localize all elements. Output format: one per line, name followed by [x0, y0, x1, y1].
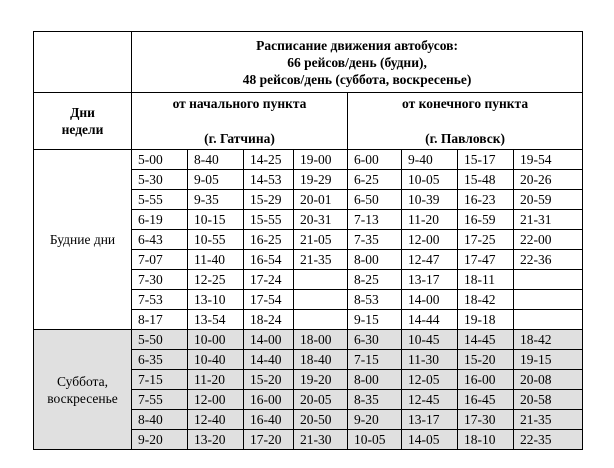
departure-time-cell: 16-45	[458, 390, 514, 410]
departure-time-cell: 18-24	[244, 310, 294, 330]
departure-time-cell: 11-20	[402, 210, 458, 230]
departure-time-cell: 8-00	[348, 370, 402, 390]
departure-time-cell: 17-47	[458, 250, 514, 270]
departure-time-cell: 19-20	[294, 370, 348, 390]
departure-time-cell: 6-35	[132, 350, 188, 370]
departure-time-cell: 12-00	[188, 390, 244, 410]
departure-time-cell: 18-42	[458, 290, 514, 310]
departure-time-cell: 10-05	[348, 430, 402, 450]
departure-time-cell: 6-00	[348, 150, 402, 170]
departure-time-cell: 15-48	[458, 170, 514, 190]
departure-time-cell: 11-20	[188, 370, 244, 390]
departure-time-cell	[294, 270, 348, 290]
departure-time-cell: 5-00	[132, 150, 188, 170]
departure-time-cell: 14-44	[402, 310, 458, 330]
departure-time-cell: 14-05	[402, 430, 458, 450]
departure-time-cell: 18-00	[294, 330, 348, 350]
departure-time-cell: 10-05	[402, 170, 458, 190]
departure-time-cell: 13-20	[188, 430, 244, 450]
departure-time-cell: 8-35	[348, 390, 402, 410]
departure-time-cell: 12-47	[402, 250, 458, 270]
departure-time-cell: 6-30	[348, 330, 402, 350]
departure-time-cell: 19-15	[514, 350, 583, 370]
schedule-title	[132, 32, 583, 93]
days-header-line-2: недели	[61, 122, 104, 137]
departure-time-cell: 6-43	[132, 230, 188, 250]
departure-time-cell	[514, 270, 583, 290]
departure-time-cell: 18-11	[458, 270, 514, 290]
departure-time-cell: 7-07	[132, 250, 188, 270]
departure-time-cell: 20-50	[294, 410, 348, 430]
departure-time-cell: 16-59	[458, 210, 514, 230]
departure-time-cell: 20-58	[514, 390, 583, 410]
departure-time-cell: 14-53	[244, 170, 294, 190]
departure-time-cell: 7-55	[132, 390, 188, 410]
departure-time-cell: 10-39	[402, 190, 458, 210]
title-line-1: Расписание движения автобусов:	[256, 37, 458, 53]
departure-time-cell: 20-08	[514, 370, 583, 390]
departure-time-cell: 22-00	[514, 230, 583, 250]
departure-time-cell: 7-13	[348, 210, 402, 230]
departure-time-cell: 19-29	[294, 170, 348, 190]
departure-time-cell: 8-25	[348, 270, 402, 290]
departure-time-cell: 5-30	[132, 170, 188, 190]
departure-time-cell: 16-00	[458, 370, 514, 390]
weekday-day-label: Будние дни	[34, 150, 132, 330]
departure-time-cell: 6-19	[132, 210, 188, 230]
departure-time-cell: 10-00	[188, 330, 244, 350]
departure-time-cell: 22-36	[514, 250, 583, 270]
departure-time-cell	[294, 310, 348, 330]
departure-time-cell: 9-35	[188, 190, 244, 210]
departure-time-cell: 20-26	[514, 170, 583, 190]
departure-time-cell: 5-50	[132, 330, 188, 350]
departure-time-cell: 11-40	[188, 250, 244, 270]
bus-schedule-table	[33, 31, 583, 450]
departure-time-cell: 9-20	[132, 430, 188, 450]
from-start-place: (г. Гатчина)	[204, 131, 275, 146]
schedule-row	[34, 150, 583, 170]
departure-time-cell: 9-15	[348, 310, 402, 330]
departure-time-cell: 20-31	[294, 210, 348, 230]
departure-time-cell: 16-40	[244, 410, 294, 430]
departure-time-cell: 18-40	[294, 350, 348, 370]
departure-time-cell: 17-24	[244, 270, 294, 290]
departure-time-cell: 7-35	[348, 230, 402, 250]
departure-time-cell: 19-18	[458, 310, 514, 330]
schedule-row	[34, 330, 583, 350]
empty-corner-cell	[34, 32, 132, 93]
departure-time-cell: 8-17	[132, 310, 188, 330]
from-end-header	[348, 93, 583, 150]
from-end-place: (г. Павловск)	[425, 131, 506, 146]
departure-time-cell: 12-25	[188, 270, 244, 290]
departure-time-cell: 16-00	[244, 390, 294, 410]
departure-time-cell: 17-20	[244, 430, 294, 450]
departure-time-cell: 20-59	[514, 190, 583, 210]
departure-time-cell: 8-53	[348, 290, 402, 310]
departure-time-cell: 13-17	[402, 410, 458, 430]
departure-time-cell: 10-55	[188, 230, 244, 250]
title-line-2: 66 рейсов/день (будни),	[287, 54, 427, 70]
departure-time-cell: 8-00	[348, 250, 402, 270]
departure-time-cell: 8-40	[188, 150, 244, 170]
direction-header-row	[34, 93, 583, 150]
departure-time-cell	[294, 290, 348, 310]
departure-time-cell: 15-55	[244, 210, 294, 230]
departure-time-cell: 13-10	[188, 290, 244, 310]
departure-time-cell: 10-40	[188, 350, 244, 370]
departure-time-cell: 15-20	[244, 370, 294, 390]
from-start-header	[132, 93, 348, 150]
departure-time-cell: 9-40	[402, 150, 458, 170]
from-start-label: от начального пункта	[172, 96, 307, 111]
title-row	[34, 32, 583, 93]
departure-time-cell: 6-50	[348, 190, 402, 210]
departure-time-cell: 18-10	[458, 430, 514, 450]
departure-time-cell: 20-01	[294, 190, 348, 210]
departure-time-cell: 11-30	[402, 350, 458, 370]
days-of-week-header	[34, 93, 132, 150]
departure-time-cell: 5-55	[132, 190, 188, 210]
weekend-label-line-2: воскресенье	[47, 390, 118, 406]
departure-time-cell	[514, 290, 583, 310]
departure-time-cell	[514, 310, 583, 330]
departure-time-cell: 21-31	[514, 210, 583, 230]
departure-time-cell: 7-30	[132, 270, 188, 290]
departure-time-cell: 9-05	[188, 170, 244, 190]
departure-time-cell: 17-25	[458, 230, 514, 250]
departure-time-cell: 16-54	[244, 250, 294, 270]
title-line-3: 48 рейсов/день (суббота, воскресенье)	[242, 71, 472, 87]
weekend-label-line-1: Суббота,	[57, 373, 108, 389]
departure-time-cell: 15-29	[244, 190, 294, 210]
departure-time-cell: 12-45	[402, 390, 458, 410]
departure-time-cell: 7-15	[348, 350, 402, 370]
departure-time-cell: 16-23	[458, 190, 514, 210]
departure-time-cell: 6-25	[348, 170, 402, 190]
from-end-label: от конечного пункта	[402, 96, 529, 111]
departure-time-cell: 17-54	[244, 290, 294, 310]
departure-time-cell: 14-00	[244, 330, 294, 350]
departure-time-cell: 7-15	[132, 370, 188, 390]
days-header-line-1: Дни	[70, 105, 95, 120]
departure-time-cell: 13-17	[402, 270, 458, 290]
departure-time-cell: 21-30	[294, 430, 348, 450]
departure-time-cell: 9-20	[348, 410, 402, 430]
departure-time-cell: 19-00	[294, 150, 348, 170]
departure-time-cell: 8-40	[132, 410, 188, 430]
departure-time-cell: 16-25	[244, 230, 294, 250]
departure-time-cell: 15-17	[458, 150, 514, 170]
departure-time-cell: 12-05	[402, 370, 458, 390]
departure-time-cell: 12-00	[402, 230, 458, 250]
departure-time-cell: 21-05	[294, 230, 348, 250]
departure-time-cell: 10-45	[402, 330, 458, 350]
departure-time-cell: 21-35	[294, 250, 348, 270]
departure-time-cell: 14-00	[402, 290, 458, 310]
departure-time-cell: 22-35	[514, 430, 583, 450]
departure-time-cell: 13-54	[188, 310, 244, 330]
departure-time-cell: 10-15	[188, 210, 244, 230]
departure-time-cell: 14-45	[458, 330, 514, 350]
departure-time-cell: 14-25	[244, 150, 294, 170]
departure-time-cell: 7-53	[132, 290, 188, 310]
weekend-day-label	[34, 330, 132, 450]
departure-time-cell: 21-35	[514, 410, 583, 430]
departure-time-cell: 17-30	[458, 410, 514, 430]
departure-time-cell: 18-42	[514, 330, 583, 350]
departure-time-cell: 20-05	[294, 390, 348, 410]
departure-time-cell: 15-20	[458, 350, 514, 370]
departure-time-cell: 14-40	[244, 350, 294, 370]
departure-time-cell: 19-54	[514, 150, 583, 170]
departure-time-cell: 12-40	[188, 410, 244, 430]
